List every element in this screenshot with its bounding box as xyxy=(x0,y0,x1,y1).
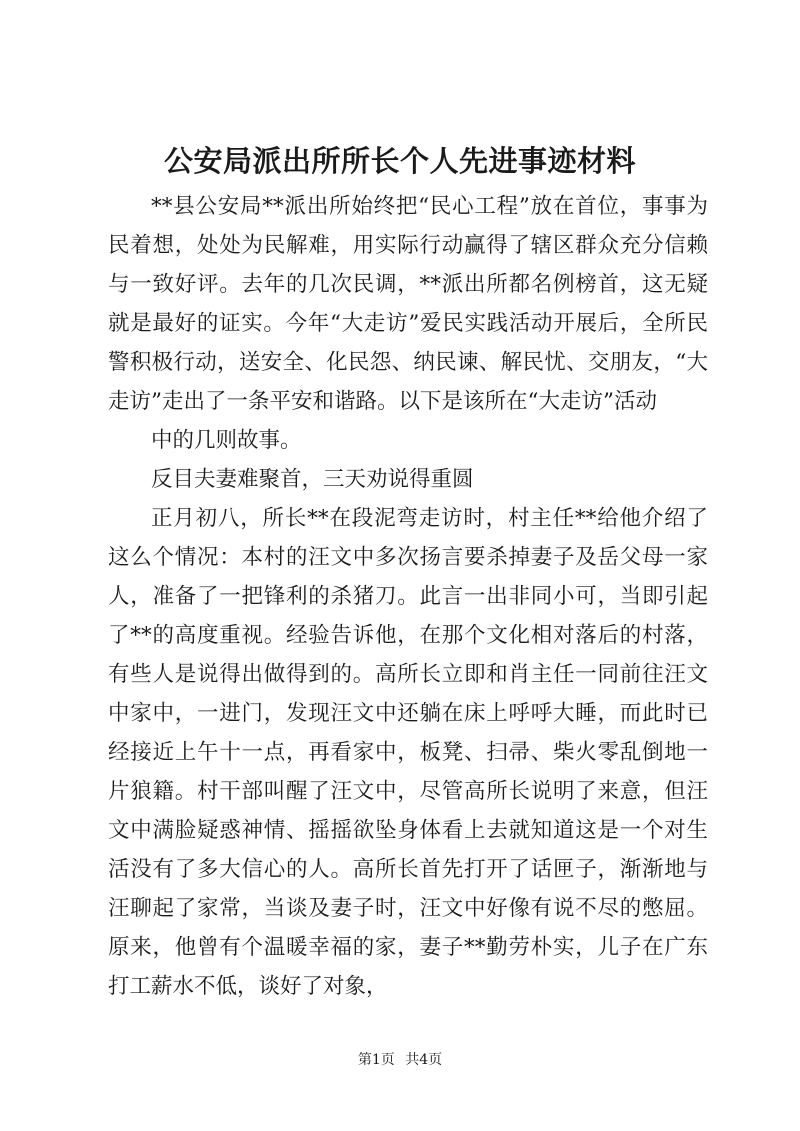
document-body xyxy=(108,187,708,1006)
paragraph-intro: **县公安局**派出所始终把“民心工程”放在首位，事事为民着想，处处为民解难，用实际行动赢得了辖区群众充分信赖与一致好评。去年的几次民调，**派出所都名例榜首，这无疑就是最好的证实。今年“大走访”爱民实践活动开展后，全所民警积极行动，送安全、化民怨、纳民谏、解民忧、交朋友，“大走访”走出了一条平安和谐路。以下是该所在“大走访”活动 xyxy=(108,194,708,414)
section-heading: 反目夫妻难聚首，三天劝说得重圆 xyxy=(151,467,474,492)
paragraph-story: 正月初八，所长**在段泥弯走访时，村主任**给他介绍了这么个情况：本村的汪文中多次扬言要杀掉妻子及岳父母一家人，准备了一把锋利的杀猪刀。此言一出非同小可，当即引起了**的高度重视。经验告诉他，在那个文化相对落后的村落，有些人是说得出做得到的。高所长立即和肖主任一同前往汪文中家中，一进门，发现汪文中还躺在床上呼呼大睡，而此时已经接近上午十一点，再看家中，板凳、扫帚、柴火零乱倒地一片狼籍。村干部叫醒了汪文中，尽管高所长说明了来意，但汪文中满脸疑惑神情、摇摇欲坠身体看上去就知道这是一个对生活没有了多大信心的人。高所长首先打开了话匣子，渐渐地与汪聊起了家常，当谈及妻子时，汪文中好像有说不尽的憋屈。原来，他曾有个温暖幸福的家，妻子**勤劳朴实，儿子在广东打工薪水不低，谈好了对象， xyxy=(108,506,708,999)
document-title: 公安局派出所所长个人先进事迹材料 xyxy=(163,144,636,178)
page-total: 共4页 xyxy=(405,1052,443,1068)
page-number: 第1页 xyxy=(357,1052,395,1068)
page-footer xyxy=(0,1050,800,1070)
paragraph-intro-continued: 中的几则故事。 xyxy=(151,428,302,453)
